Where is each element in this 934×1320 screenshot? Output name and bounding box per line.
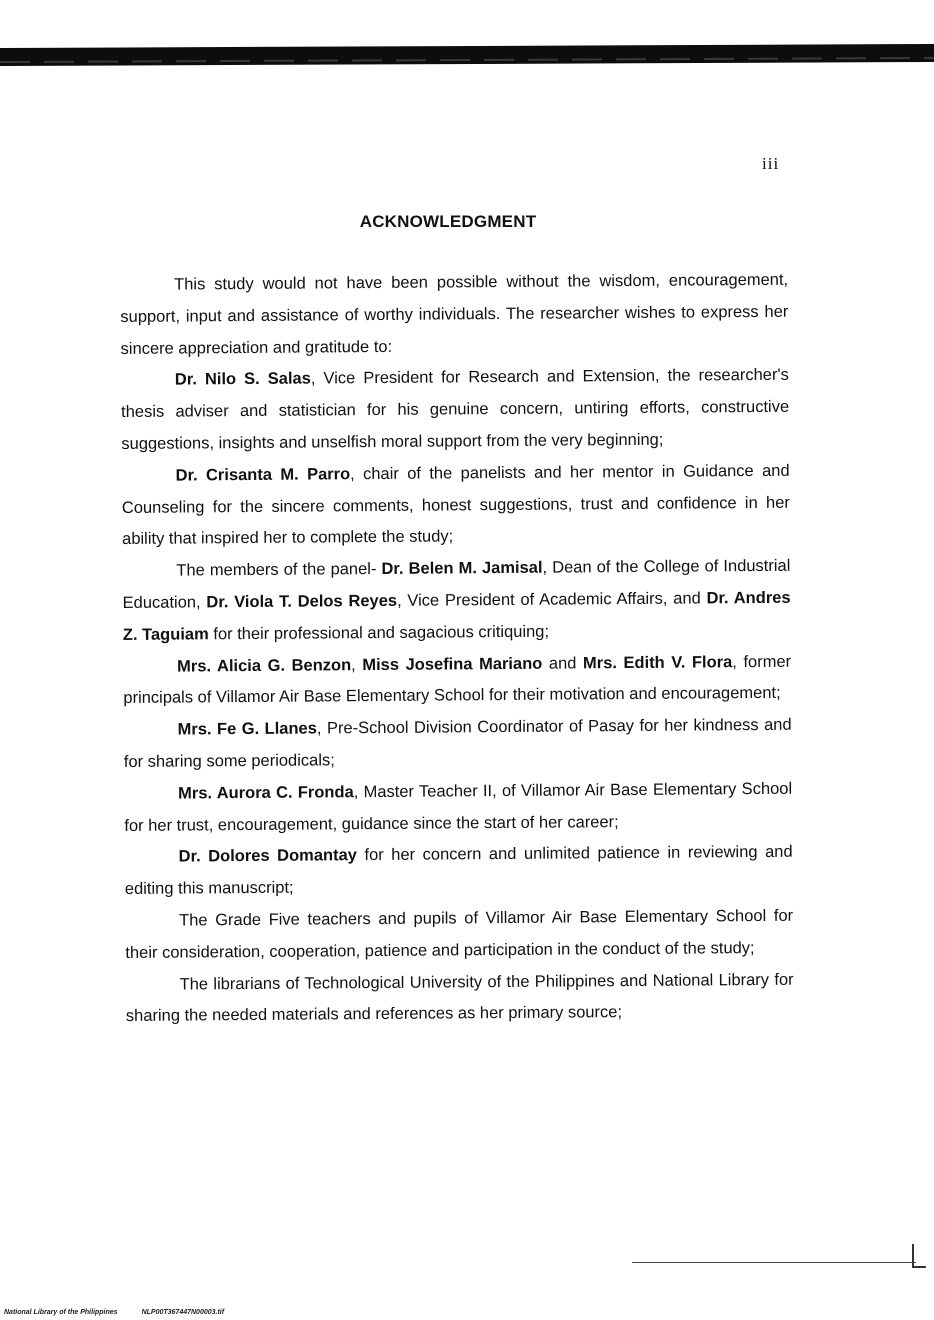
acknowledgment-paragraph-principals: [123, 646, 791, 715]
footer-file-id: NLP00T367447N00003.tif: [141, 1309, 225, 1316]
acknowledgment-paragraph-panel: [122, 551, 791, 652]
person-name: Mrs. Aurora C. Fronda: [178, 782, 354, 803]
scan-footer: [4, 1309, 224, 1316]
footer-library-name: National Library of the Philippines: [4, 1309, 118, 1316]
acknowledgment-paragraph-salas: [121, 360, 790, 461]
paragraph-text: ,: [351, 655, 363, 674]
corner-mark: [912, 1244, 926, 1268]
paragraph-text: , Vice President of Academic Affairs, and: [396, 589, 707, 610]
acknowledgment-paragraph-teachers: The Grade Five teachers and pupils of Villamor Air Base Elementary School for their consideration, cooperation, patience and participation in the conduct of the study;: [125, 906, 794, 962]
person-name: Dr. Andres Z. Taguiam: [122, 588, 791, 644]
acknowledgment-paragraph-parro: [121, 456, 790, 557]
paragraph-text: , Dean of the College of Industrial Education,: [122, 556, 791, 612]
acknowledgment-paragraph-fronda: [124, 773, 792, 842]
page-title: ACKNOWLEDGMENT: [359, 212, 537, 231]
footer-rule: [632, 1262, 916, 1263]
intro-paragraph: This study would not have been possible without the wisdom, encouragement, support, input and assistance of worthy individuals. The researcher wishes to express her sincere appreciation and gratitude to:: [120, 270, 789, 358]
person-name: Dr. Viola T. Delos Reyes: [206, 591, 398, 612]
paragraph-text: and: [542, 653, 584, 673]
acknowledgment-paragraph-llanes: [123, 710, 791, 779]
paragraph-text: , Pre-School Division Coordinator of Pasay for her kindness and for sharing some periodicals;: [123, 715, 792, 771]
paragraph-text: , former principals of Villamor Air Base Elementary School for their motivation and encouragement;: [123, 652, 792, 708]
paragraph-text: , chair of the panelists and her mentor in Guidance and Counseling for the sincere comments, honest suggestions, trust and confidence in her ability that inspired her to complete the study;: [121, 461, 790, 549]
person-name: Mrs. Edith V. Flora: [582, 652, 733, 672]
acknowledgment-paragraph-domantay: [124, 837, 792, 906]
paragraph-text: The members of the panel-: [176, 560, 382, 580]
person-name: Dr. Belen M. Jamisal: [381, 558, 543, 579]
person-name: Miss Josefina Mariano: [362, 654, 543, 674]
paragraph-text: , Master Teacher II, of Villamor Air Base Elementary School for her trust, encouragement, guidance since the start of her career;: [124, 779, 793, 835]
person-name: Mrs. Fe G. Llanes: [177, 719, 317, 739]
person-name: Dr. Nilo S. Salas: [174, 369, 311, 389]
acknowledgment-paragraph-librarians: The librarians of Technological University of the Philippines and National Library for sharing the needed materials and references as her primary source;: [125, 970, 794, 1026]
acknowledgment-body: [120, 265, 794, 1033]
paragraph-text: for their professional and sagacious critiquing;: [208, 622, 550, 644]
person-name: Dr. Dolores Domantay: [178, 846, 357, 866]
person-name: Mrs. Alicia G. Benzon: [177, 655, 352, 676]
paragraph-text: , Vice President for Research and Extension, the researcher's thesis adviser and statistician for his genuine concern, untiring efforts, constructive suggestions, insights and unselfish moral support from the very beginning;: [121, 366, 790, 453]
page-number: iii: [762, 154, 780, 173]
paragraph-text: for her concern and unlimited patience in reviewing and editing this manuscript;: [124, 843, 793, 899]
scan-border-bar: [0, 44, 934, 66]
person-name: Dr. Crisanta M. Parro: [175, 464, 351, 485]
